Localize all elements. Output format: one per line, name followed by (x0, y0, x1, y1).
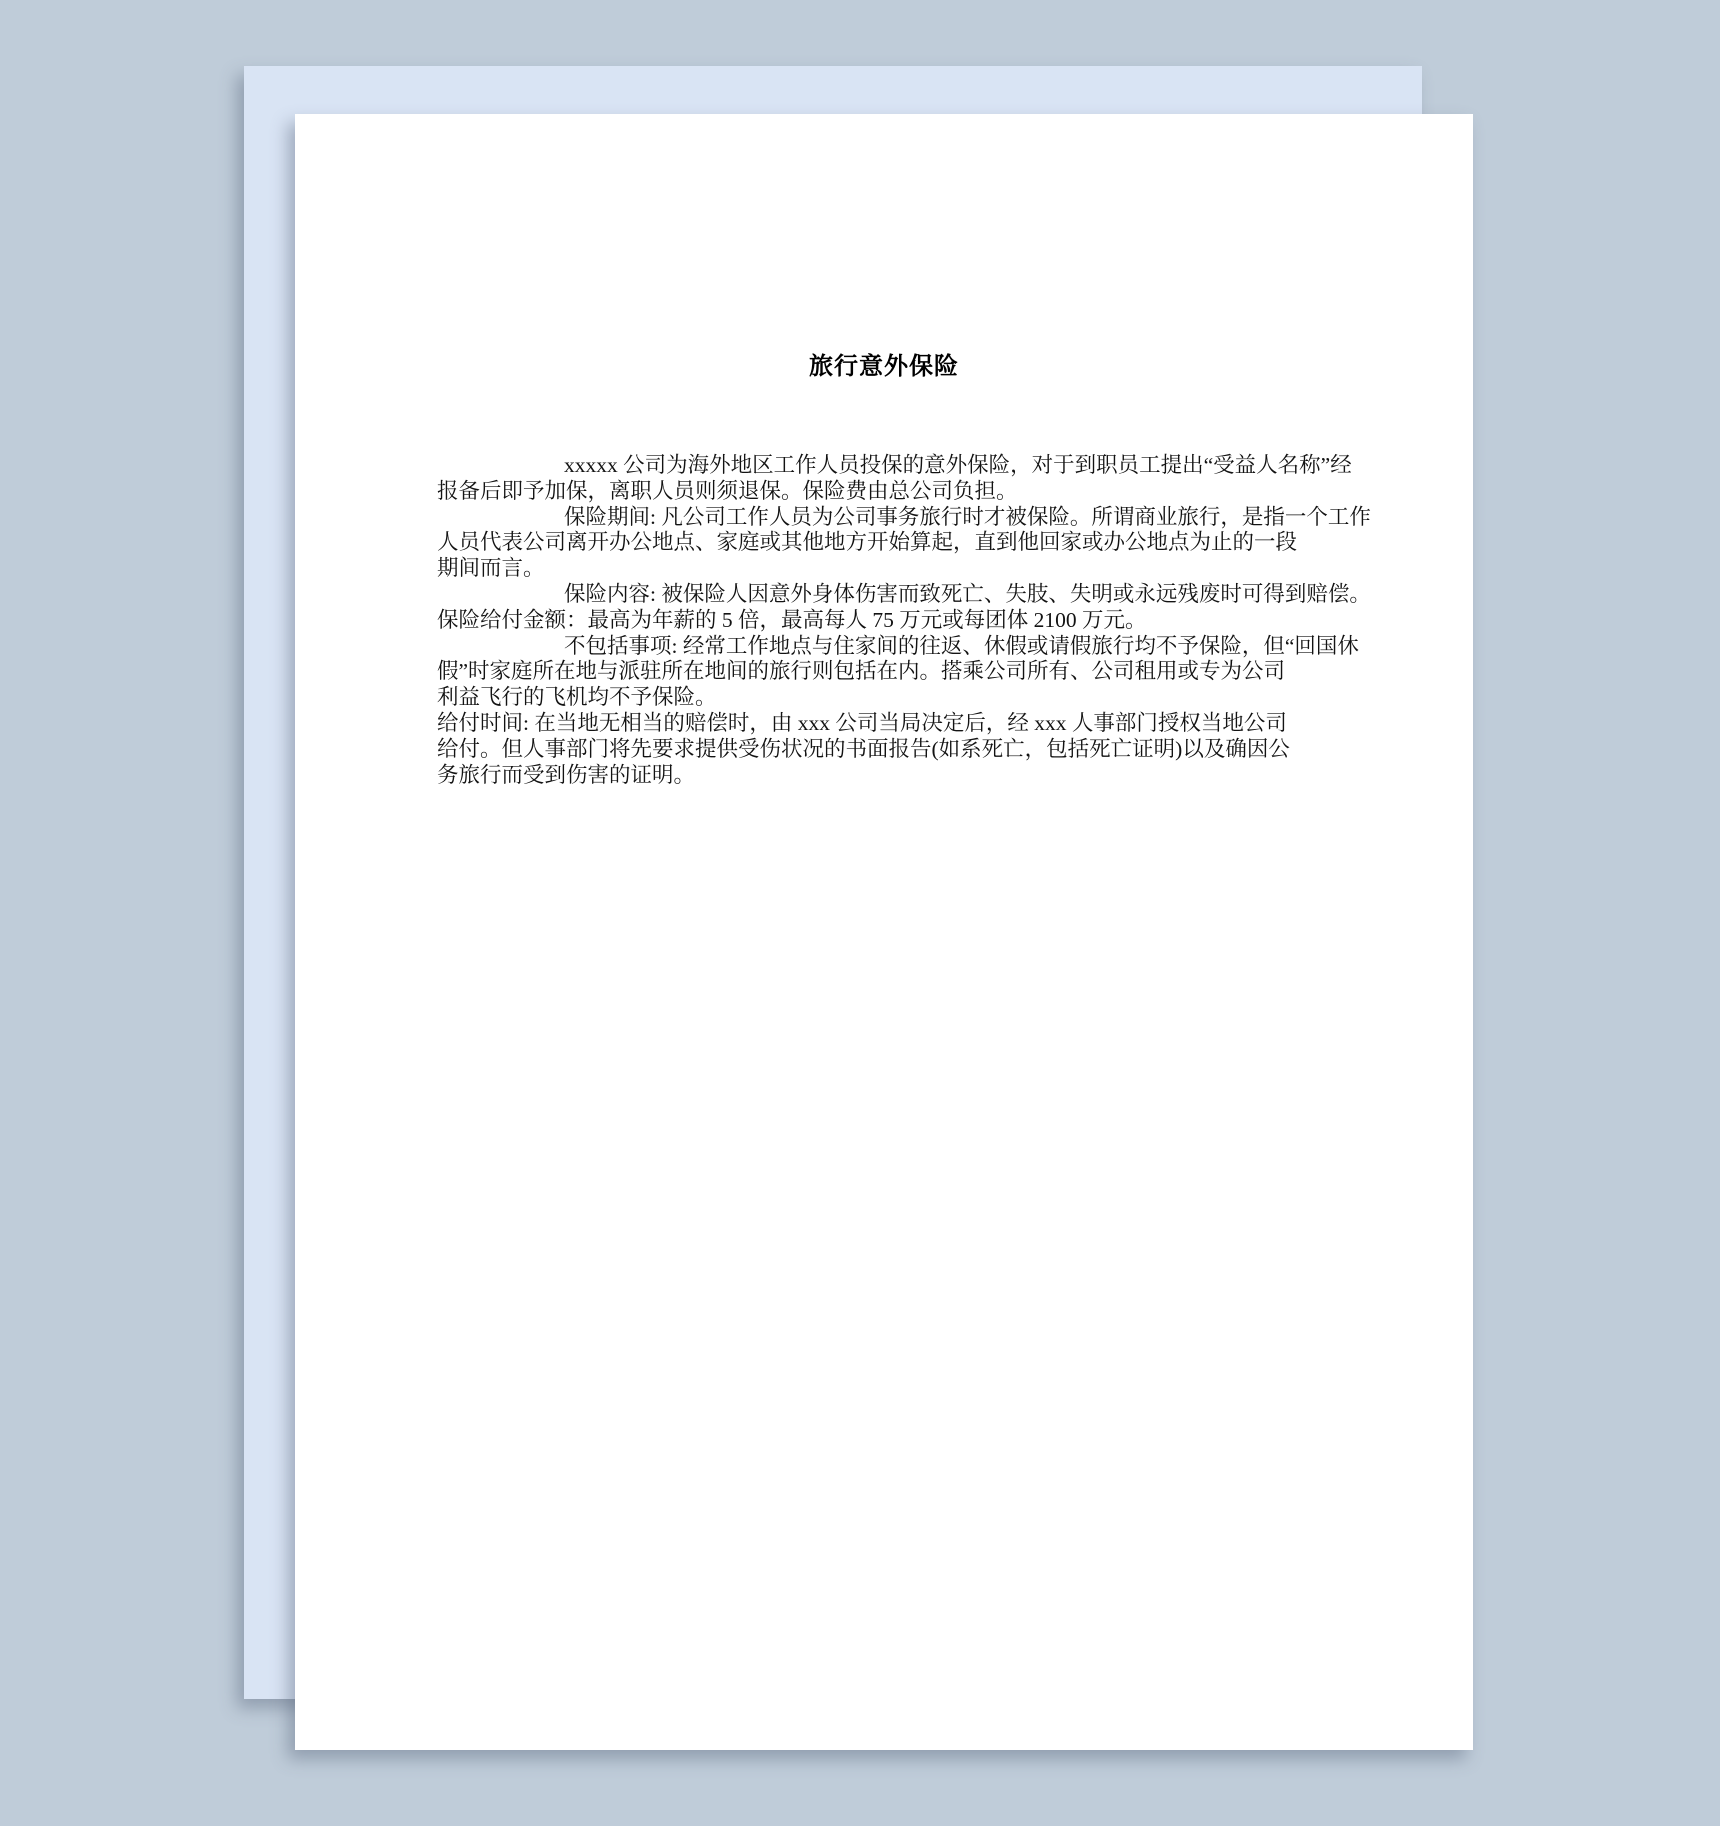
doc-line: 不包括事项: 经常工作地点与住家间的往返、休假或请假旅行均不予保险，但“回国休 (564, 633, 1359, 658)
doc-line: 保险给付金额：最高为年薪的 5 倍，最高每人 75 万元或每团体 2100 万元。 (437, 607, 1147, 632)
paragraph (437, 711, 1337, 788)
doc-line: 假”时家庭所在地与派驻所在地间的旅行则包括在内。搭乘公司所有、公司租用或专为公司 (437, 659, 1286, 684)
paragraph (437, 453, 1352, 505)
paragraph (437, 633, 1359, 711)
doc-line: 保险期间: 凡公司工作人员为公司事务旅行时才被保险。所谓商业旅行，是指一个工作 (564, 504, 1371, 529)
doc-line: xxxxx 公司为海外地区工作人员投保的意外保险，对于到职员工提出“受益人名称”经 (564, 453, 1352, 477)
doc-line: 利益飞行的飞机均不予保险。 (437, 685, 717, 710)
doc-line: 务旅行而受到伤害的证明。 (437, 762, 696, 787)
document-title: 旅行意外保险 (809, 354, 959, 380)
doc-line: 人员代表公司离开办公地点、家庭或其他地方开始算起，直到他回家或办公地点为止的一段 (437, 530, 1298, 555)
doc-line: 给付。但人事部门将先要求提供受伤状况的书面报告(如系死亡，包括死亡证明)以及确因公 (437, 736, 1290, 761)
doc-line: 报备后即予加保，离职人员则须退保。保险费由总公司负担。 (437, 478, 1018, 503)
doc-line: 给付时间: 在当地无相当的赔偿时，由 xxx 公司当局决定后，经 xxx 人事部门授权当地公司 (437, 710, 1287, 735)
doc-body (437, 453, 1371, 788)
doc-line: 保险内容: 被保险人因意外身体伤害而致死亡、失肢、失明或永远残废时可得到赔偿。 (564, 581, 1371, 606)
document-page (295, 114, 1473, 1750)
doc-line: 期间而言。 (437, 556, 545, 581)
paragraph (437, 581, 1371, 634)
paragraph (437, 504, 1371, 582)
